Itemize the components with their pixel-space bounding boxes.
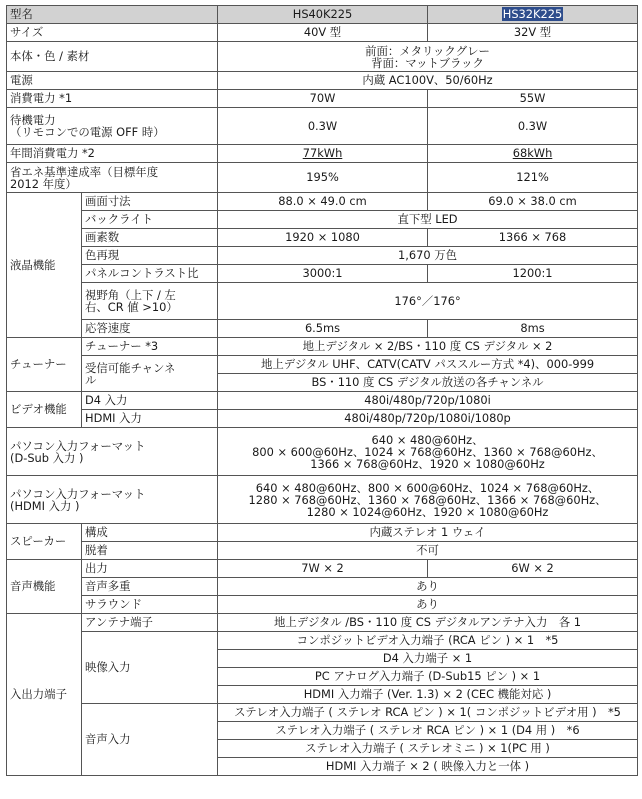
row-power xyxy=(7,72,638,90)
pc-dsub-value xyxy=(218,428,638,476)
video-d4-label: D4 入力 xyxy=(82,392,218,410)
standby-a: 0.3W xyxy=(218,108,428,145)
annual-a xyxy=(218,145,428,163)
row-standby xyxy=(7,108,638,145)
video-group-label: ビデオ機能 xyxy=(7,392,82,428)
audio-multiplex-value: あり xyxy=(218,578,638,596)
row-model-name xyxy=(7,6,638,24)
lcd-screen-b: 69.0 × 38.0 cm xyxy=(428,193,638,211)
spec-table xyxy=(6,5,638,776)
speaker-detach-label: 脱着 xyxy=(82,542,218,560)
lcd-viewing-label-line1: 視野角（上下 / 左 xyxy=(85,288,176,302)
channels-label-line2: ル xyxy=(85,372,97,387)
audio-output-a: 7W × 2 xyxy=(218,560,428,578)
pc-hdmi-line2: 1280 × 768@60Hz、1360 × 768@60Hz、1366 × 768@60Hz、 xyxy=(248,492,607,507)
model-b-header xyxy=(428,6,638,24)
row-io-antenna xyxy=(7,614,638,632)
row-lcd-response xyxy=(7,320,638,338)
video-in-item: HDMI 入力端子 (Ver. 1.3) × 2 (CEC 機能対応 ) xyxy=(218,686,638,704)
row-video-d4 xyxy=(7,392,638,410)
speaker-config-value: 内蔵ステレオ 1 ウェイ xyxy=(218,524,638,542)
pc-hdmi-label-line1: パソコン入力フォーマット xyxy=(10,486,146,501)
annual-b-value: 68kWh xyxy=(512,146,553,160)
pc-hdmi-line1: 640 × 480@60Hz、800 × 600@60Hz、1024 × 768@60Hz、 xyxy=(255,480,600,495)
lcd-viewing-value: 176°／176° xyxy=(218,283,638,320)
row-channels-1 xyxy=(7,356,638,374)
audio-in-item: ステレオ入力端子 ( ステレオミニ ) × 1(PC 用 ) xyxy=(218,740,638,758)
row-size xyxy=(7,24,638,42)
body-color-value xyxy=(218,42,638,72)
annual-a-value: 77kWh xyxy=(302,146,343,160)
channels-value-2: BS・110 度 CS デジタル放送の各チャンネル xyxy=(218,374,638,392)
lcd-backlight-label: バックライト xyxy=(82,211,218,229)
standby-label-line1: 待機電力 xyxy=(10,113,56,127)
lcd-contrast-label: パネルコントラスト比 xyxy=(82,265,218,283)
channels-label xyxy=(82,356,218,392)
video-in-item: D4 入力端子 × 1 xyxy=(218,650,638,668)
row-lcd-backlight xyxy=(7,211,638,229)
pc-hdmi-line3: 1280 × 1024@60Hz、1920 × 1080@60Hz xyxy=(306,504,549,519)
energy-rate-a: 195% xyxy=(218,163,428,193)
row-tuner xyxy=(7,338,638,356)
lcd-screen-label: 画面寸法 xyxy=(82,193,218,211)
pc-dsub-line2: 800 × 600@60Hz、1024 × 768@60Hz、1360 × 768@60Hz、 xyxy=(252,444,603,459)
size-a: 40V 型 xyxy=(218,24,428,42)
row-lcd-contrast xyxy=(7,265,638,283)
lcd-color-label: 色再現 xyxy=(82,247,218,265)
size-label: サイズ xyxy=(7,24,218,42)
lcd-group-label: 液晶機能 xyxy=(7,193,82,338)
audio-multiplex-label: 音声多重 xyxy=(82,578,218,596)
row-audio-in-1 xyxy=(7,704,638,722)
row-audio-output xyxy=(7,560,638,578)
lcd-screen-a: 88.0 × 49.0 cm xyxy=(218,193,428,211)
power-value: 内蔵 AC100V、50/60Hz xyxy=(218,72,638,90)
row-lcd-viewing xyxy=(7,283,638,320)
pc-dsub-line1: 640 × 480@60Hz、 xyxy=(371,432,484,447)
annual-b xyxy=(428,145,638,163)
audio-group-label: 音声機能 xyxy=(7,560,82,614)
audio-output-b: 6W × 2 xyxy=(428,560,638,578)
consumption-a: 70W xyxy=(218,90,428,108)
row-lcd-screen xyxy=(7,193,638,211)
lcd-viewing-label-line2: 右、CR 値 >10） xyxy=(85,300,178,314)
pc-dsub-label-line1: パソコン入力フォーマット xyxy=(10,438,146,453)
pc-dsub-line3: 1366 × 768@60Hz、1920 × 1080@60Hz xyxy=(310,456,545,471)
audio-surround-label: サラウンド xyxy=(82,596,218,614)
speaker-group-label: スピーカー xyxy=(7,524,82,560)
io-antenna-label: アンテナ端子 xyxy=(82,614,218,632)
tuner-group-label: チューナー xyxy=(7,338,82,392)
lcd-response-b: 8ms xyxy=(428,320,638,338)
audio-in-item: HDMI 入力端子 × 2 ( 映像入力と一体 ) xyxy=(218,758,638,776)
model-a-header: HS40K225 xyxy=(218,6,428,24)
standby-label-line2: （リモコンでの電源 OFF 時） xyxy=(10,125,165,139)
io-antenna-value: 地上デジタル /BS・110 度 CS デジタルアンテナ入力 各 1 xyxy=(218,614,638,632)
row-energy-rate xyxy=(7,163,638,193)
video-in-item: コンポジットビデオ入力端子 (RCA ピン ) × 1 *5 xyxy=(218,632,638,650)
model-name-label: 型名 xyxy=(7,6,218,24)
video-d4-value: 480i/480p/720p/1080i xyxy=(218,392,638,410)
consumption-label: 消費電力 *1 xyxy=(7,90,218,108)
video-hdmi-value: 480i/480p/720p/1080i/1080p xyxy=(218,410,638,428)
lcd-backlight-value: 直下型 LED xyxy=(218,211,638,229)
audio-surround-value: あり xyxy=(218,596,638,614)
energy-rate-b: 121% xyxy=(428,163,638,193)
tuner-label: チューナー *3 xyxy=(82,338,218,356)
audio-in-item: ステレオ入力端子 ( ステレオ RCA ピン ) × 1( コンポジットビデオ用 ) *5 xyxy=(218,704,638,722)
lcd-response-label: 応答速度 xyxy=(82,320,218,338)
consumption-b: 55W xyxy=(428,90,638,108)
energy-rate-label xyxy=(7,163,218,193)
pc-dsub-label xyxy=(7,428,218,476)
body-color-front: 前面：メタリックグレー xyxy=(365,43,490,58)
standby-label xyxy=(7,108,218,145)
body-color-label: 本体・色 / 素材 xyxy=(7,42,218,72)
lcd-response-a: 6.5ms xyxy=(218,320,428,338)
model-b-highlight: HS32K225 xyxy=(502,7,563,21)
lcd-contrast-a: 3000:1 xyxy=(218,265,428,283)
row-video-hdmi xyxy=(7,410,638,428)
row-lcd-color xyxy=(7,247,638,265)
size-b: 32V 型 xyxy=(428,24,638,42)
power-label: 電源 xyxy=(7,72,218,90)
row-pc-hdmi xyxy=(7,476,638,524)
audio-in-item: ステレオ入力端子 ( ステレオ RCA ピン ) × 1 (D4 用 ) *6 xyxy=(218,722,638,740)
row-body-color xyxy=(7,42,638,72)
speaker-detach-value: 不可 xyxy=(218,542,638,560)
pc-hdmi-value xyxy=(218,476,638,524)
audio-in-label: 音声入力 xyxy=(82,704,218,776)
video-hdmi-label: HDMI 入力 xyxy=(82,410,218,428)
audio-output-label: 出力 xyxy=(82,560,218,578)
row-speaker-detach xyxy=(7,542,638,560)
pc-dsub-label-line2: (D-Sub 入力 ) xyxy=(10,450,84,465)
lcd-pixels-a: 1920 × 1080 xyxy=(218,229,428,247)
tuner-value: 地上デジタル × 2/BS・110 度 CS デジタル × 2 xyxy=(218,338,638,356)
body-color-back: 背面：マットブラック xyxy=(371,55,484,70)
lcd-color-value: 1,670 万色 xyxy=(218,247,638,265)
video-in-label: 映像入力 xyxy=(82,632,218,704)
pc-hdmi-label-line2: (HDMI 入力 ) xyxy=(10,498,80,513)
lcd-pixels-b: 1366 × 768 xyxy=(428,229,638,247)
channels-value-1: 地上デジタル UHF、CATV(CATV パススルー方式 *4)、000-999 xyxy=(218,356,638,374)
row-consumption xyxy=(7,90,638,108)
row-speaker-config xyxy=(7,524,638,542)
video-in-item: PC アナログ入力端子 (D-Sub15 ピン ) × 1 xyxy=(218,668,638,686)
row-lcd-pixels xyxy=(7,229,638,247)
lcd-pixels-label: 画素数 xyxy=(82,229,218,247)
row-pc-dsub xyxy=(7,428,638,476)
energy-rate-label-line2: 2012 年度） xyxy=(10,176,77,191)
annual-label: 年間消費電力 *2 xyxy=(7,145,218,163)
lcd-contrast-b: 1200:1 xyxy=(428,265,638,283)
standby-b: 0.3W xyxy=(428,108,638,145)
channels-label-line1: 受信可能チャンネ xyxy=(85,360,176,375)
row-annual xyxy=(7,145,638,163)
io-group-label: 入出力端子 xyxy=(7,614,82,776)
pc-hdmi-label xyxy=(7,476,218,524)
speaker-config-label: 構成 xyxy=(82,524,218,542)
row-video-in-1 xyxy=(7,632,638,650)
lcd-viewing-label xyxy=(82,283,218,320)
row-audio-surround xyxy=(7,596,638,614)
energy-rate-label-line1: 省エネ基準達成率（目標年度 xyxy=(10,164,159,179)
row-audio-multiplex xyxy=(7,578,638,596)
